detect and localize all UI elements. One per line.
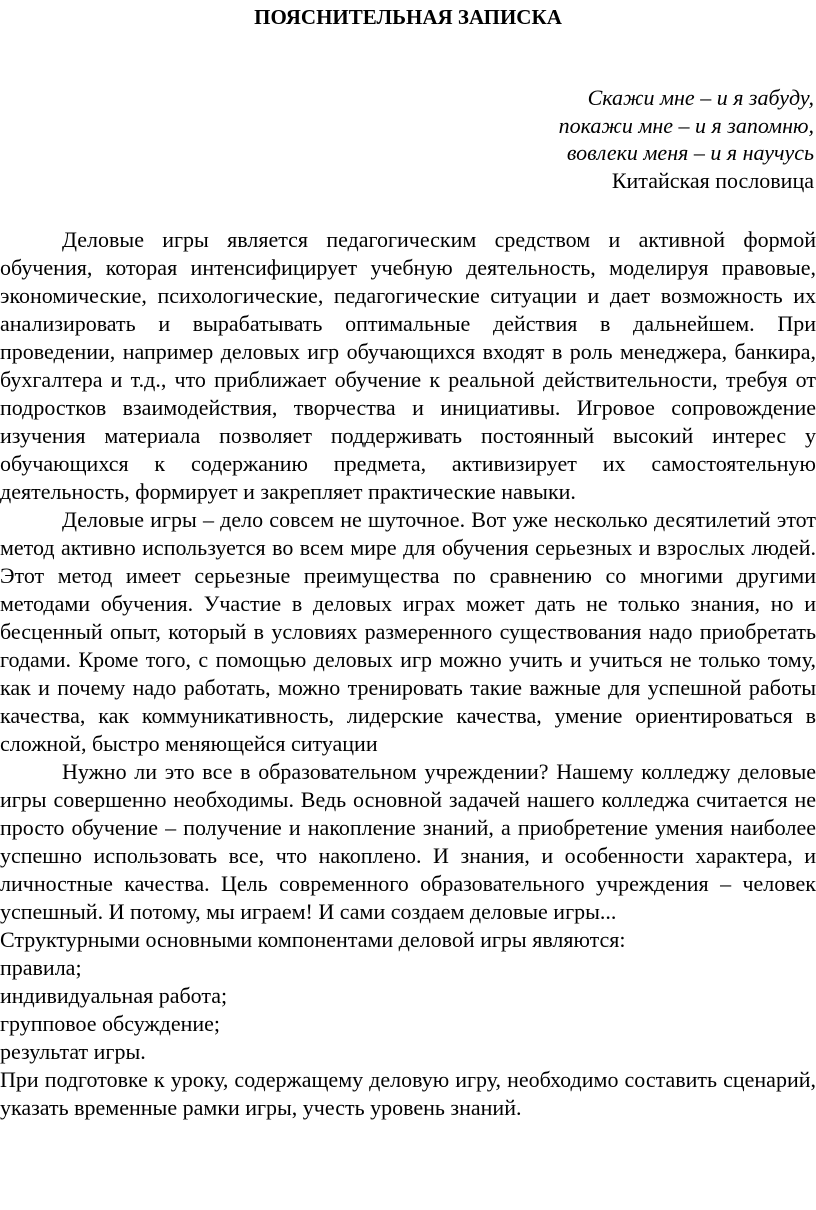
epigraph	[559, 84, 814, 194]
document-title: ПОЯСНИТЕЛЬНАЯ ЗАПИСКА	[254, 5, 562, 29]
component-item: индивидуальная работа;	[0, 983, 228, 1008]
epigraph-line: покажи мне – и я запомню,	[558, 112, 814, 138]
paragraph: Деловые игры – дело совсем не шуточное. Вот уже несколько десятилетий этот метод активно используется во всем мире для обучения серьезных и взрослых людей. Этот метод имеет серьезные преимущества по сравнению со многими другими методами обучения. Участие в деловых играх может дать не только знания, но и бесценный опыт, который в условиях размеренного существования надо приобретать годами. Кроме того, с помощью деловых игр можно учить и учиться не только тому, как и почему надо работать, можно тренировать такие важные для успешной работы качества, как коммуникативность, лидерские качества, умение ориентироваться в сложной, быстро меняющейся ситуации	[0, 507, 816, 756]
component-item: групповое обсуждение;	[0, 1011, 221, 1036]
paragraph: Деловые игры является педагогическим средством и активной формой обучения, которая интенсифицирует учебную деятельность, моделируя правовые, экономические, психологические, педагогические ситуации и дает возможность их анализировать и вырабатывать оптимальные действия в дальнейшем. При проведении, например деловых игр обучающихся входят в роль менеджера, банкира, бухгалтера и т.д., что приближает обучение к реальной действительности, требуя от подростков взаимодействия, творчества и инициативы. Игровое сопровождение изучения материала позволяет поддерживать постоянный высокий интерес у обучающихся к содержанию предмета, активизирует их самостоятельную деятельность, формирует и закрепляет практические навыки.	[0, 227, 816, 504]
component-item: результат игры.	[0, 1039, 146, 1064]
paragraph: Нужно ли это все в образовательном учреждении? Нашему колледжу деловые игры совершенно необходимы. Ведь основной задачей нашего колледжа считается не просто обучение – получение и накопление знаний, а приобретение умения наиболее успешно использовать все, что накоплено. И знания, и особенности характера, и личностные качества. Цель современного образовательного учреждения – человек успешный. И потому, мы играем! И сами создаем деловые игры...	[0, 759, 816, 924]
epigraph-line: Скажи мне – и я забуду,	[587, 85, 814, 110]
closing-paragraph: При подготовке к уроку, содержащему деловую игру, необходимо составить сценарий, указать временные рамки игры, учесть уровень знаний.	[0, 1067, 816, 1120]
epigraph-line: вовлеки меня – и я научусь	[566, 140, 814, 165]
components-intro: Структурными основными компонентами деловой игры являются:	[0, 927, 626, 952]
document-body	[0, 226, 816, 1122]
component-item: правила;	[0, 955, 82, 980]
epigraph-source: Китайская пословица	[611, 167, 814, 193]
